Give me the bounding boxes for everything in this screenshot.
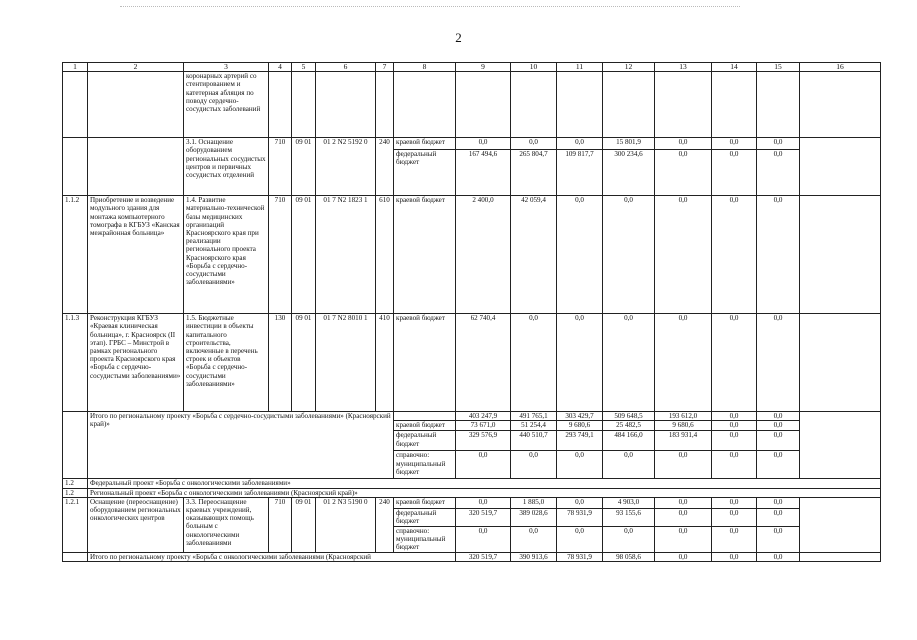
value-cell: 0,0 bbox=[511, 451, 557, 479]
source-cell: федеральный бюджет bbox=[394, 150, 456, 196]
value-cell: 329 576,9 bbox=[456, 431, 511, 451]
code-cell: 240 bbox=[376, 138, 394, 196]
value-cell: 0,0 bbox=[456, 451, 511, 479]
value-cell: 2 400,0 bbox=[456, 196, 511, 314]
value-cell: 9 680,6 bbox=[557, 421, 603, 431]
code-cell: 01 2 N3 5190 0 bbox=[316, 497, 376, 552]
value-cell: 0,0 bbox=[712, 196, 757, 314]
section-row bbox=[63, 488, 881, 497]
value-cell: 491 765,1 bbox=[511, 412, 557, 421]
value-cell: 0,0 bbox=[655, 196, 712, 314]
source-cell: краевой бюджет bbox=[394, 196, 456, 314]
value-cell: 109 817,7 bbox=[557, 150, 603, 196]
item-number: 1.2 bbox=[63, 488, 88, 497]
header-cell: 13 bbox=[655, 63, 712, 72]
value-cell: 0,0 bbox=[655, 451, 712, 479]
code-cell: 01 2 N2 5192 0 bbox=[316, 138, 376, 196]
value-cell: 320 519,7 bbox=[456, 552, 511, 561]
value-cell: 0,0 bbox=[511, 526, 557, 552]
value-cell: 51 254,4 bbox=[511, 421, 557, 431]
source-cell: краевой бюджет bbox=[394, 138, 456, 150]
value-cell: 183 931,4 bbox=[655, 431, 712, 451]
value-cell: 300 234,6 bbox=[603, 150, 655, 196]
value-cell: 0,0 bbox=[557, 138, 603, 150]
header-cell: 10 bbox=[511, 63, 557, 72]
value-cell: 4 903,0 bbox=[603, 497, 655, 508]
total-label: Итого по региональному проекту «Борьба с сердечно-сосудистыми заболеваниями» (Красноярский край)» bbox=[88, 412, 394, 479]
measure-cell: коронарных артерий со стентированием и катетерная абляция по поводу сердечно-сосудистых заболеваний bbox=[184, 72, 269, 138]
value-cell: 0,0 bbox=[757, 431, 800, 451]
value-cell: 73 671,0 bbox=[456, 421, 511, 431]
value-cell: 0,0 bbox=[757, 552, 800, 561]
page-number: 2 bbox=[455, 30, 462, 45]
value-cell: 0,0 bbox=[655, 552, 712, 561]
value-cell: 42 059,4 bbox=[511, 196, 557, 314]
measure-cell: 1.4. Развитие материально-технической базы медицинских организаций Красноярского края при реализации регионального проекта Красноярского края «Борьба с сердечно-сосудистыми заболеваниями» bbox=[184, 196, 269, 314]
item-number: 1.1.3 bbox=[63, 314, 88, 412]
value-cell: 265 804,7 bbox=[511, 150, 557, 196]
value-cell: 0,0 bbox=[757, 421, 800, 431]
source-cell: федеральный бюджет bbox=[394, 431, 456, 451]
table-row bbox=[63, 138, 881, 150]
value-cell: 0,0 bbox=[757, 196, 800, 314]
header-cell: 8 bbox=[394, 63, 456, 72]
value-cell: 303 429,7 bbox=[557, 412, 603, 421]
value-cell: 0,0 bbox=[712, 526, 757, 552]
value-cell: 0,0 bbox=[757, 314, 800, 412]
value-cell: 0,0 bbox=[712, 138, 757, 150]
header-cell: 6 bbox=[316, 63, 376, 72]
value-cell: 0,0 bbox=[557, 526, 603, 552]
code-cell: 09 01 bbox=[292, 138, 316, 196]
value-cell: 0,0 bbox=[712, 314, 757, 412]
code-cell: 710 bbox=[269, 138, 292, 196]
event-cell: Реконструкция КГБУЗ «Краевая клиническая больница», г. Красноярск (II этап). ГРБС – Минстрой в рамках регионального проекта Красноярского края «Борьба с сердечно-сосудистыми заболеваниями» bbox=[88, 314, 184, 412]
code-cell: 130 bbox=[269, 314, 292, 412]
value-cell: 0,0 bbox=[757, 150, 800, 196]
header-cell: 15 bbox=[757, 63, 800, 72]
header-cell: 5 bbox=[292, 63, 316, 72]
source-cell: справочно: муниципальный бюджет bbox=[394, 451, 456, 479]
value-cell: 389 028,6 bbox=[511, 508, 557, 526]
table-row bbox=[63, 412, 881, 421]
header-cell: 12 bbox=[603, 63, 655, 72]
source-cell: краевой бюджет bbox=[394, 421, 456, 431]
value-cell: 193 612,0 bbox=[655, 412, 712, 421]
source-cell: справочно: муниципальный бюджет bbox=[394, 526, 456, 552]
value-cell: 0,0 bbox=[557, 497, 603, 508]
value-cell: 0,0 bbox=[603, 526, 655, 552]
section-title: Федеральный проект «Борьба с онкологическими заболеваниями» bbox=[88, 479, 881, 488]
header-cell: 7 bbox=[376, 63, 394, 72]
code-cell: 410 bbox=[376, 314, 394, 412]
value-cell: 0,0 bbox=[757, 497, 800, 508]
value-cell: 0,0 bbox=[557, 451, 603, 479]
value-cell: 0,0 bbox=[511, 138, 557, 150]
event-cell: Оснащение (переоснащение) оборудованием региональных онкологических центров bbox=[88, 497, 184, 552]
value-cell: 0,0 bbox=[603, 451, 655, 479]
value-cell: 78 931,9 bbox=[557, 508, 603, 526]
value-cell: 0,0 bbox=[712, 412, 757, 421]
value-cell: 93 155,6 bbox=[603, 508, 655, 526]
code-cell: 09 01 bbox=[292, 314, 316, 412]
table-row bbox=[63, 314, 881, 412]
item-number: 1.1.2 bbox=[63, 196, 88, 314]
value-cell: 293 749,1 bbox=[557, 431, 603, 451]
value-cell: 0,0 bbox=[757, 412, 800, 421]
value-cell: 0,0 bbox=[757, 508, 800, 526]
measure-cell: 1.5. Бюджетные инвестиции в объекты капитального строительства, включенные в перечень строек и объектов «Борьба с сердечно-сосудистыми заболеваниями» bbox=[184, 314, 269, 412]
item-number: 1.2 bbox=[63, 479, 88, 488]
header-cell: 14 bbox=[712, 63, 757, 72]
header-cell: 9 bbox=[456, 63, 511, 72]
value-cell: 0,0 bbox=[456, 138, 511, 150]
value-cell: 0,0 bbox=[511, 314, 557, 412]
value-cell: 0,0 bbox=[712, 552, 757, 561]
value-cell: 0,0 bbox=[655, 508, 712, 526]
value-cell: 15 801,9 bbox=[603, 138, 655, 150]
value-cell: 0,0 bbox=[655, 314, 712, 412]
header-cell: 4 bbox=[269, 63, 292, 72]
table-row bbox=[63, 72, 881, 138]
section-title: Региональный проект «Борьба с онкологическими заболеваниями (Красноярский край)» bbox=[88, 488, 881, 497]
section-row bbox=[63, 479, 881, 488]
scan-edge-line bbox=[120, 6, 740, 7]
value-cell: 0,0 bbox=[712, 431, 757, 451]
code-cell: 710 bbox=[269, 497, 292, 552]
value-cell: 440 510,7 bbox=[511, 431, 557, 451]
value-cell: 98 058,6 bbox=[603, 552, 655, 561]
value-cell: 0,0 bbox=[557, 314, 603, 412]
value-cell: 0,0 bbox=[712, 508, 757, 526]
value-cell: 0,0 bbox=[456, 497, 511, 508]
value-cell: 0,0 bbox=[712, 421, 757, 431]
table-row bbox=[63, 196, 881, 314]
value-cell: 509 648,5 bbox=[603, 412, 655, 421]
source-cell: краевой бюджет bbox=[394, 314, 456, 412]
event-cell: Приобретение и возведение модульного здания для монтажа компьютерного томографа в КГБУЗ «Канская межрайонная больница» bbox=[88, 196, 184, 314]
code-cell: 610 bbox=[376, 196, 394, 314]
source-cell bbox=[394, 412, 456, 421]
value-cell: 320 519,7 bbox=[456, 508, 511, 526]
source-cell: федеральный бюджет bbox=[394, 508, 456, 526]
header-cell: 1 bbox=[63, 63, 88, 72]
value-cell: 25 482,5 bbox=[603, 421, 655, 431]
header-cell: 2 bbox=[88, 63, 184, 72]
code-cell: 01 7 N2 1823 1 bbox=[316, 196, 376, 314]
code-cell: 710 bbox=[269, 196, 292, 314]
code-cell: 01 7 N2 8010 1 bbox=[316, 314, 376, 412]
total-label: Итого по региональному проекту «Борьба с онкологическими заболеваниями (Красноярский bbox=[88, 552, 456, 561]
value-cell: 0,0 bbox=[655, 497, 712, 508]
value-cell: 78 931,9 bbox=[557, 552, 603, 561]
measure-cell: 3.1. Оснащение оборудованием региональных сосудистых центров и первичных сосудистых отделений bbox=[184, 138, 269, 196]
value-cell: 0,0 bbox=[557, 196, 603, 314]
value-cell: 167 494,6 bbox=[456, 150, 511, 196]
value-cell: 0,0 bbox=[712, 150, 757, 196]
code-cell: 09 01 bbox=[292, 497, 316, 552]
header-cell: 3 bbox=[184, 63, 269, 72]
source-cell: краевой бюджет bbox=[394, 497, 456, 508]
header-cell: 16 bbox=[800, 63, 881, 72]
value-cell: 0,0 bbox=[757, 451, 800, 479]
value-cell: 390 913,6 bbox=[511, 552, 557, 561]
value-cell: 9 680,6 bbox=[655, 421, 712, 431]
value-cell: 0,0 bbox=[655, 138, 712, 150]
value-cell: 0,0 bbox=[757, 138, 800, 150]
value-cell: 484 166,0 bbox=[603, 431, 655, 451]
table-row bbox=[63, 552, 881, 561]
value-cell: 0,0 bbox=[757, 526, 800, 552]
program-table bbox=[62, 62, 881, 562]
measure-cell: 3.3. Переоснащение краевых учреждений, оказывающих помощь больным с онкологическими заболеваниями bbox=[184, 497, 269, 552]
value-cell: 0,0 bbox=[655, 526, 712, 552]
value-cell: 0,0 bbox=[712, 497, 757, 508]
value-cell: 403 247,9 bbox=[456, 412, 511, 421]
item-number: 1.2.1 bbox=[63, 497, 88, 552]
value-cell: 62 740,4 bbox=[456, 314, 511, 412]
value-cell: 0,0 bbox=[603, 196, 655, 314]
value-cell: 1 885,0 bbox=[511, 497, 557, 508]
header-cell: 11 bbox=[557, 63, 603, 72]
table-row bbox=[63, 497, 881, 508]
value-cell: 0,0 bbox=[456, 526, 511, 552]
column-number-row bbox=[63, 63, 881, 72]
code-cell: 240 bbox=[376, 497, 394, 552]
value-cell: 0,0 bbox=[655, 150, 712, 196]
value-cell: 0,0 bbox=[603, 314, 655, 412]
code-cell: 09 01 bbox=[292, 196, 316, 314]
value-cell: 0,0 bbox=[712, 451, 757, 479]
